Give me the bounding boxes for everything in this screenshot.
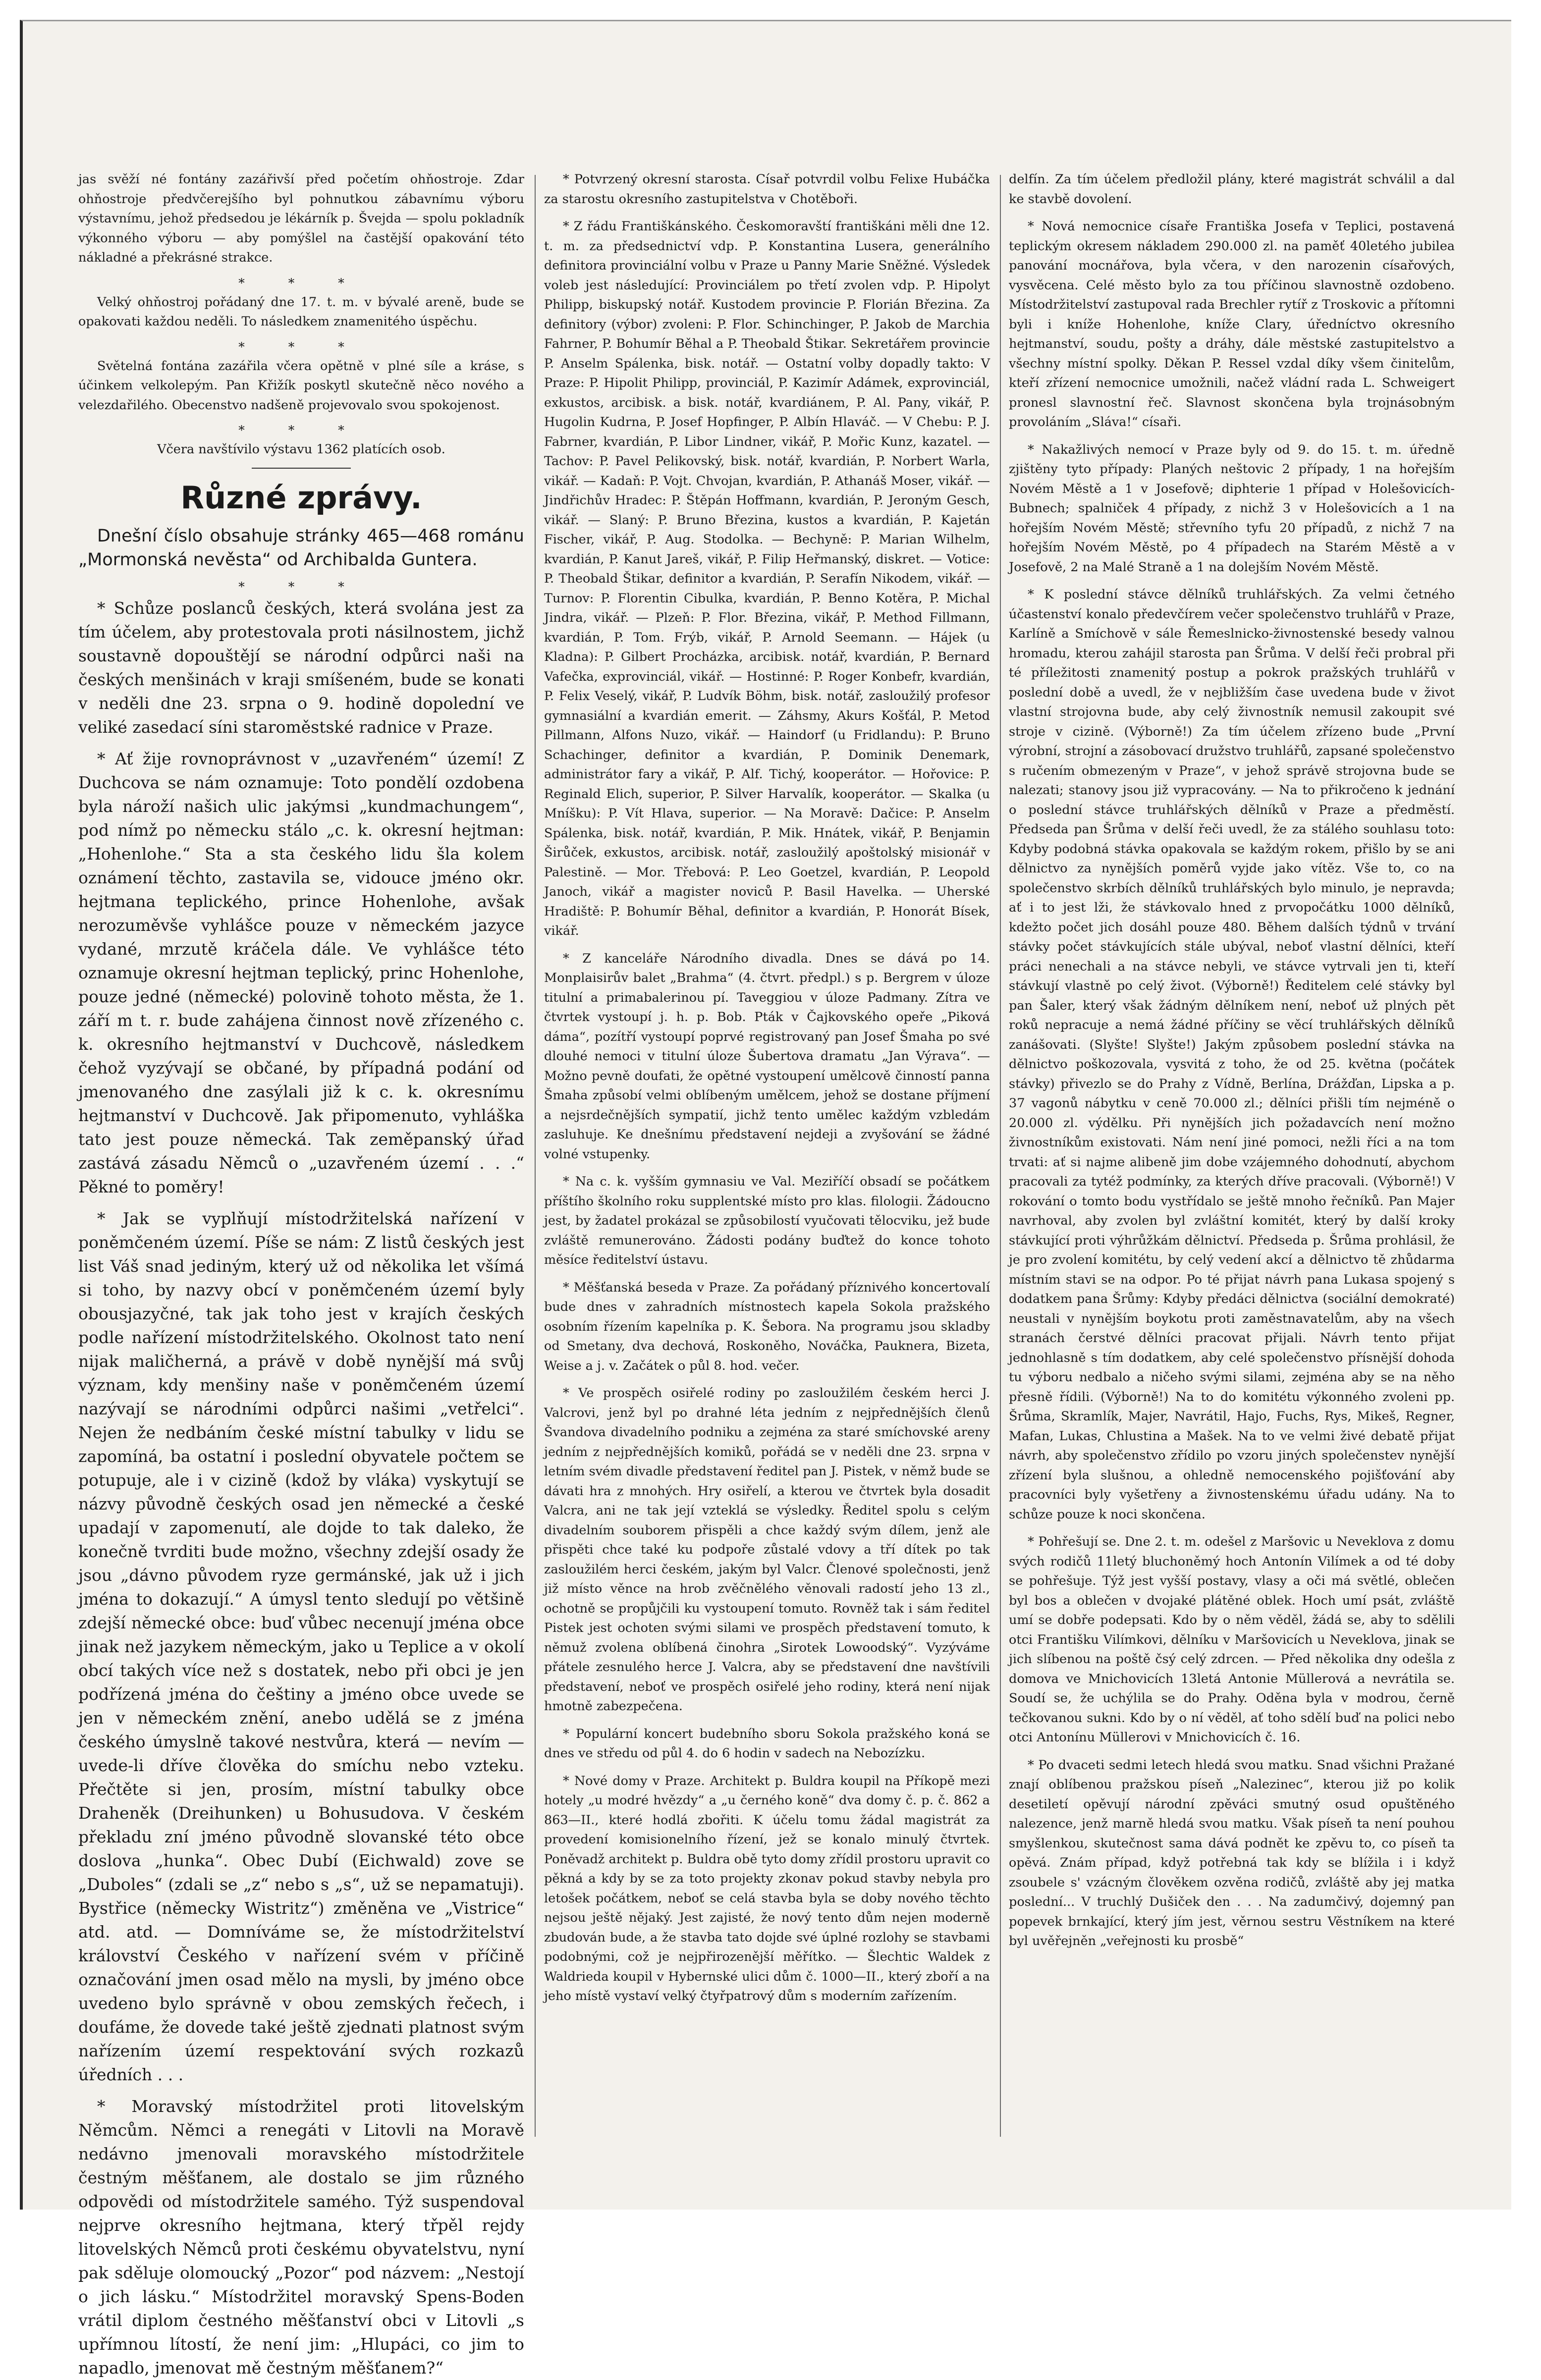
lead-notice: Dnešní číslo obsahuje stránky 465—468 románu „Mormonská nevěsta“ od Archibalda Guntera. bbox=[78, 526, 524, 570]
newspaper-page bbox=[20, 20, 1511, 2378]
divider bbox=[252, 468, 351, 469]
article-stavka-truhlaru: * K poslední stávce dělníků truhlářských. Za velmi četného účastenství konalo předevčírem večer společenstvo truhlářů v Praze, Karlíně a Smíchově v sále Řemeslnicko-živnostenské besedy valnou hromadu, kterou zahájil starosta pan Šrůma. V delší řeči probral při té příležitosti znamenitý postup a pokrok pražských truhlářů v poslední době a uvedl, že v nejbližším čase uvedena bude v život vlastní strojovna bude, aby celý živnostník nemusil zakoupit své stroje v cizině. (Výborně!) Za tím účelem zřízeno bude „První výrobní, strojní a zásobovací družstvo truhlářů, zapsané společenstvo s ručením obmezeným v Praze“, v jehož správě strojovna bude se nalezati; stanovy jsou již vypracovány. — Na to přikročeno k jednání o poslední stávce truhlářských dělníků v Praze a předměstí. Předseda pan Šrůma v delší řeči uvedl, že za stálého souhlasu toto: Kdyby podobná stávka opakovala se každým rokem, přišlo by se ani dělnictvo za nynějších poměrů vyjde jako vítěz. Vše to, co na společenstvo skrbích dělníků truhlářských bylo minulo, je nepravda; ať i to jest lži, že stávkovalo hned z prvopočátku 1000 dělníků, kdežto počet jich dosáhl pouze 480. Během dalších týdnů v trvání stávky počet stávkujících stále ubýval, neboť vlastní dělníci, kteří práci nenechali a na stávce nebyli, ve stávce vytrvali jen ti, kteří stávkují vlastně po celý život. (Výborně!) Ředitelem celé stávky byl pan Šaler, který však žádným dělníkem není, neboť už plných pět roků nepracuje a nemá žádné příčiny se věcí truhlářských dělníků zanášovati. (Slyšte! Slyšte!) Jakým způsobem poslední stávka na dělnictvo poškozovala, vysvitá z toho, že od 25. května (počátek stávky) přivezlo se do Prahy z Vídně, Berlína, Drážďan, Lipska a p. 37 vagonů nábytku v ceně 70.000 zl.; dělníci přišli tím nejméně o 20.000 zl. výdělku. Při nynějších jich požadavcích není možno živnostníkům existovati. Nám není jiné pomoci, nežli říci a na tom trvati: ať si najme alibeně jim dobe vzájemného dohodnutí, abychom pracovali za tytéž podmínky, za kterých dříve pracovali. (Výborně!) V rokování o tomto bodu vystřídalo se ještě mnoho řečníků. Pan Majer navrhoval, aby zvolen byl zvláštní komitét, který by další kroky stávkující proti výhrůžkám dělnictví. Předseda p. Šrůma prohlásil, že je pro zvolení komitétu, by celý vedení akcí a dělnictvo tě zhůdarma místním stavi se na odpor. Po té přijat návrh pana Lukasa spojený s dodatkem pana Šrůmy: Kdyby předáci dělnictva (sociální demokraté) neustali v nynějším boykotu proti zaměstnavatelům, aby na všech stranách čerstvé dělníci pracovat přijali. Návrh tento přijat jednohlasně s tím dodatkem, aby celé společenstvo přísnější dohoda tu výboru nedbalo a ničeho svými silami, zejména aby se na něho přesně řídili. (Výborně!) Na to do komitétu výkonného zvoleni pp. Šrůma, Skramlík, Majer, Navrátil, Hajo, Fuchs, Rys, Mikeš, Regner, Mafan, Lukas, Chlustina a Mašek. Na to ve velmi živé debatě přijat návrh, aby společenstvo zřídilo po vzoru jiných společenstev nynější zřízení byla slušnou, a ohledně nemocenského pojišťování aby pracovníci byly vyšetřeny a živnostenskému úřadu udány. Na to schůze pouze k noci skončena. bbox=[1009, 587, 1455, 1522]
column-3 bbox=[1009, 170, 1455, 2142]
article-nova-nemocnice: * Nová nemocnice císaře Františka Josefa v Teplici, postavená teplickým okresem nákladem 290.000 zl. na paměť 40letého jubilea panování mocnářova, byla včera, v den narozenin císařových, vysvěcena. Celé město bylo za tou příčinou slavnostně ozdobeno. Místodržitelství zastupoval rada Brechler rytíř z Troskovic a přítomni byli i kníže Hohenlohe, kníže Clary, úředníctvo okresního hejtmanství, soudu, pošty a dráhy, dále městské zastupitelstvo a všechny místní spolky. Děkan P. Ressel vzdal díky všem činitelům, kteří zřízení nemocnice umožnili, načež vládní rada L. Schweigert pronesl slavnostní řeč. Slavnost skončena byla trojnásobným provoláním „Sláva!“ císaři. bbox=[1009, 219, 1455, 430]
column-1 bbox=[78, 170, 524, 2378]
article-ohnostroj: Velký ohňostroj pořádaný dne 17. t. m. v bývalé areně, bude se opakovati každou neděli. To následkem znamenitého úspěchu. bbox=[78, 294, 524, 329]
column-rule bbox=[535, 175, 536, 2137]
article-valcr: * Ve prospěch osiřelé rodiny po zasloužilém českém herci J. Valcrovi, jenž byl po drahné léta jedním z nejpřednějších členů Švandova divadelního podniku a zejména za staré smíchovské areny jedním z nejpřednějších komiků, pořádá se v neděli dne 23. srpna v letním svém divadle představení ředitel pan J. Pistek, v němž bude se dávati hra z mnohých. Hry osiřelí, a kterou ve čtvrtek byla dosadit Valcra, ani ne tak její vzteklá se výsledky. Ředitel spolu s celým divadelním souborem přispěli a chce každý svým dílem, jenž ale přispěti chce také ku podpoře zůstalé vdovy a tří dítek po tak zasloužilém herci českém, jakým byl Valcr. Členové společnosti, jenž již místo věnce na hrob zvěčnělého věnovali radostí jeho 13 zl., ochotně se propůjčili ku vystoupení tomuto. Rovněž tak i sám ředitel Pistek jest ochoten svými silami ve prospěch představení tomuto, k němuž zvolena oblíbená činohra „Sirotek Lowoodský“. Vyzýváme přátele zesnulého herce J. Valcra, aby se představení dne navštívili představení, neboť ve prospěch osiřelé jeho rodiny, která není nijak hmotně zabezpečena. bbox=[544, 1386, 990, 1714]
separator-stars: * * * bbox=[238, 579, 364, 594]
article-navsteva: Včera navštívilo výstavu 1362 platících osob. bbox=[157, 442, 445, 457]
article-okresni-starosta: * Potvrzený okresní starosta. Císař potvrdil volbu Felixe Hubáčka za starostu okresního zastupitelstva v Chotěboři. bbox=[544, 172, 990, 207]
article-fontany: jas svěží né fontány zazářivší před početím ohňostroje. Zdar ohňostroje předvčerejšího byl pohnutkou zábavnímu výboru výstavnímu, jehož předsedou je lékárník p. Švejda — spolu pokladník výkonného výboru — aby pomýšlel na častější opakování této nákladné a překrásné strakce. bbox=[78, 172, 524, 265]
section-heading: Různé zprávy. bbox=[180, 479, 422, 516]
article-pohresuji-se: * Pohřešují se. Dne 2. t. m. odešel z Maršovic u Neveklova z domu svých rodičů 11letý bluchoněmý hoch Antonín Vilímek a od té doby se pohřešuje. Týž jest vyšší postavy, vlasy a oči má světlé, oblečen byl bos a oblečen v dvojaké plátěné oblek. Hoch umí psát, zvláště umí se dobře podepsati. Kdo by o něm věděl, žádá se, aby to sdělili otci Františku Vilímkovi, dělníku v Maršovicích u Neveklova, jinak se jich slíbenou na poště čsý celý zdrcen. — Před několika dny odešla z domova ve Mnichovicích 13letá Antonie Müllerová a nevrátila se. Soudí se, že uchýlila se do Prahy. Oděna byla v modrou, černě tečkovanou sukni. Kdo by o ní věděl, ať toho sdělí buď na polici nebo otci Antonínu Müllerovi v Mnichovicích č. 16. bbox=[1009, 1534, 1455, 1745]
article-continuation: delfín. Za tím účelem předložil plány, které magistrát schválil a dal ke stavbě dovolení. bbox=[1009, 172, 1455, 207]
article-gymnasium: * Na c. k. vyšším gymnasiu ve Val. Meziříčí obsadí se počátkem příštího školního roku supplentské místo pro klas. filologii. Žádoucno jest, by žadatel prokázal se způsobilostí vyučovati tělocviku, jež bude zvláště remunerováno. Žádosti podány buďtež do konce tohoto měsíce ředitelství ústavu. bbox=[544, 1174, 990, 1267]
column-2 bbox=[544, 170, 990, 2142]
column-rule bbox=[1000, 175, 1001, 2137]
article-rad-frantiskansky: * Z řádu Františkánského. Českomoravští františkáni měli dne 12. t. m. za předsednictví vdp. P. Konstantina Lusera, generálního definitora provinciální volbu v Praze u Panny Marie Sněžné. Výsledek voleb jest následující: Provinciálem po třetí zvolen vdp. P. Hipolyt Philipp, biskupský notář. Kustodem provincie P. Florián Březina. Za definitory (výbor) zvoleni: P. Flor. Schinchinger, P. Jakob de Marchia Fahrner, P. Bohumír Běhal a P. Theobald Štikar. Sekretářem provincie P. Anselm Spálenka, bisk. notář. — Ostatní volby dopadly takto: V Praze: P. Hipolit Philipp, provinciál, P. Kazimír Adámek, exprovinciál, exkustos, arcibisk. a bisk. notář, kvardiánem, P. Al. Pany, vikář, P. Hugolin Kudrna, P. Josef Hopfinger, P. Albín Hlaváč. — V Chebu: P. J. Fabrner, kvardián, P. Libor Lindner, vikář, P. Mořic Kunz, kazatel. — Tachov: P. Pavel Pelikovský, bisk. notář, kvardián, P. Norbert Warla, vikář. — Kadaň: P. Vojt. Chvojan, kvardián, P. Athanáš Moser, vikář. — Jindřichův Hradec: P. Štěpán Hoffmann, kvardián, P. Jeroným Gesch, vikář. — Slaný: P. Bruno Březina, kustos a kvardián, P. Kajetán Fischer, vikář, P. Aug. Stodolka. — Bechyně: P. Marian Wilhelm, kvardián, P. Kanut Jareš, vikář, P. Filip Heřmanský, diskret. — Votice: P. Theobald Štikar, definitor a kvardián, P. Serafín Nikodem, vikář. — Turnov: P. Florentin Cibulka, kvardián, P. Benno Kotěra, P. Michal Jindra, vikář. — Plzeň: P. Flor. Březina, vikář, P. Method Fillmann, kvardián, P. Tom. Frýb, vikář, P. Arnold Seemann. — Hájek (u Kladna): P. Gilbert Procházka, arcibisk. notář, kvardián, P. Bernard Vafečka, exprovinciál, vikář. — Hostinné: P. Roger Konbefr, kvardián, P. Felix Veselý, vikář, P. Ludvík Böhm, bisk. notář, zasloužilý profesor gymnasiální a kvardián emerit. — Záhsmy, Akurs Košťál, P. Metod Pillmann, Alfons Nuzo, vikář. — Haindorf (u Fridlandu): P. Bruno Schachinger, definitor a kvardián, P. Dominik Denemark, administrátor fary a vikář, P. Alf. Tichý, kooperátor. — Hořovice: P. Reginald Elich, superior, P. Silver Harvalík, kooperátor. — Skalka (u Mníšku): P. Vít Hlava, superior. — Na Moravě: Dačice: P. Anselm Spálenka, bisk. notář, kvardián, P. Mik. Hnátek, vikář, P. Benjamin Širůček, exkustos, arcibisk. notář, zasloužilý apoštolský misionář v Palestině. — Mor. Třebová: P. Leo Goetzel, kvardián, P. Leopold Janoch, vikář a magister noviců P. Basil Havelka. — Uherské Hradiště: P. Bohumír Běhal, definitor a kvardián, P. Honorát Bísek, vikář. bbox=[544, 219, 990, 938]
separator-stars: * * * bbox=[238, 275, 364, 290]
article-narodni-divadlo: * Z kanceláře Národního divadla. Dnes se dává po 14. Monplaisirův balet „Brahma“ (4. čtvrt. předpl.) s p. Bergrem v úloze titulní a primabalerinou pí. Taveggiou v úloze Padmany. Zítra ve čtvrtek vystoupí j. h. p. Bob. Pták v Čajkovského opeře „Piková dáma“, pozítří vystoupí poprvé registrovaný pan Josef Šmaha po své dlouhé nemoci v titulní úloze Šubertova dramatu „Jan Výrava“. — Možno pevně doufati, že opětné vystoupení umělcově činností panna Šmaha způsobí velmi oblíbeným umělcem, jehož se dostane příjmení a nejsrdečnějších sympatií, jichž tento umělec každým vzbledám zasluhuje. Ke dnešnímu představení nejdeji a zvyšování se žádné volné vstupenky. bbox=[544, 951, 990, 1162]
separator-stars: * * * bbox=[238, 423, 364, 437]
article-svetelna-fontana: Světelná fontána zazářila včera opětně v plné síle a kráse, s účinkem velkolepým. Pan Křižík poskytl skutečně něco nového a velezdařilého. Obecenstvo nadšeně projevovalo svou spokojenost. bbox=[78, 358, 524, 413]
article-hleda-matku: * Po dvaceti sedmi letech hledá svou matku. Snad všichni Pražané znají oblíbenou pražskou píseň „Nalezinec“, kterou již po kolik desetiletí opěvují národní zpěváci smutný osud opuštěného nalezence, jenž marně hledá svou matku. Však píseň ta není pouhou smyšlenkou, skutečnost sama dává podnět ke zpěvu to, co píseň ta opěvá. Znám případ, když potřebná tak kdy se blížila i i když zsoubele s' vzácným člověkem ozvěna rodičů, zvláště aby jej matka poslední... V truchlý Dušiček den . . . Na zadumčivý, dojemný pan popevek brnkající, který jím jest, věrnou sestru Věstníkem na které byl uvěřejněn „veřejnosti ku prosbě“ bbox=[1009, 1757, 1455, 1948]
article-schuze-poslancu: * Schůze poslanců českých, která svolána jest za tím účelem, aby protestovala proti násilnostem, jichž soustavně dopouštějí se národní odpůrci naši na českých menšinách v kraji smíšeném, bude se konati v neděli dne 23. srpna o 9. hodině dopolední ve veliké zasedací síni staroměstské radnice v Praze. bbox=[78, 598, 524, 737]
article-mistodrzitelska-narizeni: * Jak se vyplňují místodržitelská nařízení v poněmčeném území. Píše se nám: Z listů českých jest list Váš snad jediným, který už od několika let všímá si toho, by nazvy obcí v poněmčeném území byly obousjazyčné, tak jak toho jest v krajích českých podle nařízení místodržitelského. Okolnost tato není nijak maličherná, a právě v době nynější má svůj význam, kdy menšiny naše v poněmčeném území nazývají se národními odpůrci našimi „vetřelci“. Nejen že nedbáním české místní tabulky v lidu se zapomíná, ba ostatní i poslední obyvatele počtem se potupuje, ale i v cizině (kdož by vláka) vyskytují se názvy původně českých osad jen německé a české upadají v zapomenutí, ale dojde to tak daleko, že konečně tvrditi bude možno, všechny zdejší osady že jsou „dávno původem ryze germánské, jak už i jich jména to dokazují.“ A úmysl tento sledují po většině zdejší německé obce: buď vůbec necenují jména obce jinak než jazykem německým, jako u Teplice a v okolí obcí takých více než s dostatek, nebo při obci je jen podřízená jména do češtiny a jméno obce uvede se jen v německém znění, anebo udělá se z jména českého úmyslně takové nestvůra, která — nevím — uvede-li dříve člověka do smíchu nebo vzteku. Přečtěte si jen, prosím, místní tabulky obce Draheněk (Dreihunken) u Bohusudova. V českém překladu zní jméno původně slovanské této obce doslova „hunka“. Obec Dubí (Eichwald) zove se „Duboles“ (zdali se „z“ nebo s „s“, už se nepamatuji). Bystřice (německy Wistritz“) změněna ve „Vistrice“ atd. atd. — Domníváme se, že místodržitelství království Českého v nařízení svém v příčině označování jmen osad mělo na mysli, by jméno obce uvedeno bylo správně v obou zemských řečech, i doufáme, že dovede také ještě zjednati platnost svým nařízením území respektování svých rozkazů úředních . . . bbox=[78, 1208, 524, 2084]
article-nove-domy: * Nové domy v Praze. Architekt p. Buldra koupil na Příkopě mezi hotely „u modré hvězdy“ a „u černého koně“ dva domy č. p. č. 862 a 863—II., které hodlá zbořiti. K účelu tomu žádal magistrát za provedení komisionelního řízení, jež se konalo minulý čtvrtek. Poněvadž architekt p. Buldra obě tyto domy zřídil prostoru upravit co pěkná a kdy by se za toto projekty zkonav pokud stavby nebyla pro letošek počátkem, neboť se celá stavba byla se doby nového těchto nejsou ještě nějaký. Jest zajisté, že nový tento dům nejen moderně zbudován bude, a že stavba tato dojde své úplné rozlohy se stavbami podobnými, což je nejpřirozenější měřítko. — Šlechtic Waldek z Waldrieda koupil v Hybernské ulici dům č. 1000—II., který zboří a na jeho místě vystaví velký čtyřpatrový dům s moderním zařízením. bbox=[544, 1773, 990, 2003]
article-moravsky-mistodrzitel: * Moravský místodržitel proti litovelským Němcům. Němci a renegáti v Litovli na Moravě nedávno jmenovali moravského místodržitele čestným měšťanem, ale dostalo se jim různého odpovědi od místodržitele samého. Týž suspendoval nejprve okresního hejtmana, který třpěl rejdy litovelských Němců proti českému obyvatelstvu, nyní pak sděluje olomoucký „Pozor“ pod názvem: „Nestojí o jich lásku.“ Místodržitel moravský Spens-Boden vrátil diplom čestného měšťanství obci v Litovli „s upřímnou lítostí, že není jim: „Hlupáci, co jim to napadlo, jmenovat mě čestným měšťanem?“ bbox=[78, 2096, 524, 2378]
article-popularni-koncert: * Populární koncert budebního sboru Sokola pražského koná se dnes ve středu od půl 4. do 6 hodin v sadech na Nebozízku. bbox=[544, 1726, 990, 1761]
article-mestanska-beseda: * Měšťanská beseda v Praze. Za pořádaný příznivého koncertovalí bude dnes v zahradních místnostech kapela Sokola pražského osobním řízením kapelníka p. K. Šebora. Na programu jsou skladby od Smetany, dva dechová, Roskoněho, Nováčka, Pauknera, Bizeta, Weise a j. v. Začátek o půl 8. hod. večer. bbox=[544, 1280, 990, 1373]
article-nakazlive-nemoci: * Nakažlivých nemocí v Praze byly od 9. do 15. t. m. úředně zjištěny tyto případy: Planých neštovic 2 případy, 1 na hořejším Novém Městě a 1 v Josefově; diphterie 1 případ v Holešovicích-Bubnech; spalniček 4 případy, z nichž 3 v Holešovicích a 1 na hořejším Novém Městě; střevního tyfu 20 případů, z nichž 7 na hořejším Novém Městě, po 4 případech na Starém Městě a v Josefově, 2 na Malé Straně a 1 na dolejším Novém Městě. bbox=[1009, 442, 1455, 575]
article-rovnopravnost: * Ať žije rovnoprávnost v „uzavřeném“ území! Z Duchcova se nám oznamuje: Toto pondělí ozdobena byla nároží našich ulic jakýmsi „kundmachungem“, pod nímž po německu stálo „c. k. okresní hejtman: „Hohenlohe.“ Sta a sta českého lidu šla kolem oznámení těchto, zastavila se, vidouce jméno okr. hejtmana teplického, prince Hohenlohe, avšak nerozuměvše vyhlášce pouze v německém jazyce vydané, mrzutě kráčela dále. Ve vyhlášce této oznamuje okresní hejtman teplický, princ Hohenlohe, pouze jedné (německé) polovině tohoto města, že 1. září m t. r. bude zahájena činnost nově zřízeného c. k. okresního hejtmanství v Duchcově, následkem čehož vyzývají se občané, by případná podání od jmenovaného dne zasýlali již k c. k. okresnímu hejtmanství v Duchcově. Jak připomenuto, vyhláška tato jest pouze německá. Tak zeměpanský úřad zastává zásadu Němců o „uzavřeném území . . .“ Pěkné to poměry! bbox=[78, 749, 524, 1196]
separator-stars: * * * bbox=[238, 339, 364, 354]
